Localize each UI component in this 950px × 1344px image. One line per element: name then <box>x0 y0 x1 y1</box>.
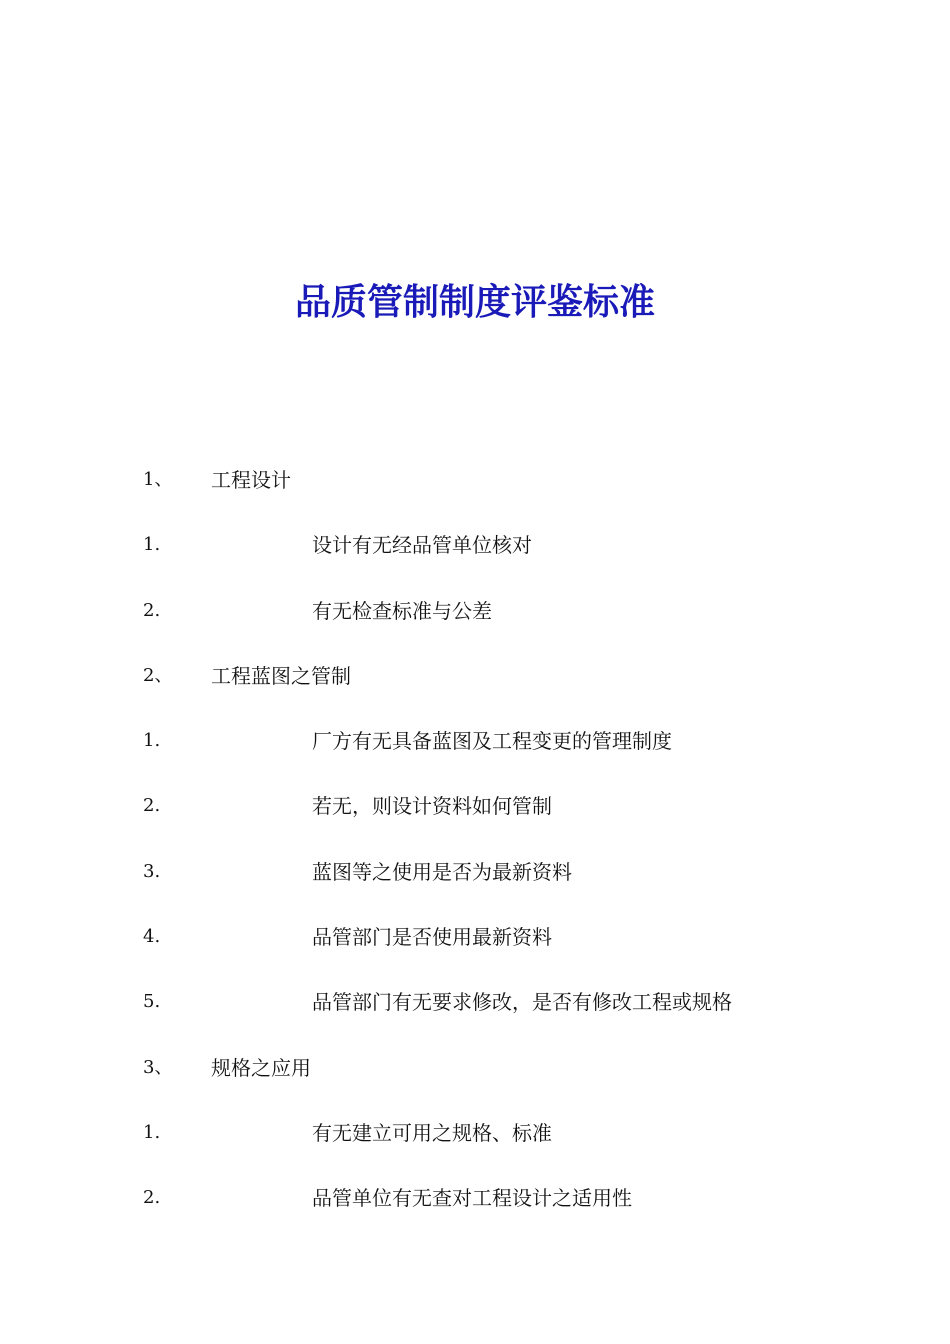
item-number: 2、 <box>143 664 173 686</box>
item-text: 有无建立可用之规格、标准 <box>312 1120 552 1145</box>
list-item <box>0 721 950 786</box>
item-number: 3. <box>143 860 161 882</box>
section-heading <box>0 1048 950 1113</box>
item-text: 有无检查标准与公差 <box>312 598 492 623</box>
item-number: 5. <box>143 991 161 1013</box>
item-text: 设计有无经品管单位核对 <box>312 533 532 558</box>
item-text: 品管部门有无要求修改，是否有修改工程或规格 <box>312 990 732 1015</box>
item-number: 1. <box>143 730 161 752</box>
section-heading <box>0 460 950 525</box>
item-text: 品管单位有无查对工程设计之适用性 <box>312 1186 632 1211</box>
item-text: 工程蓝图之管制 <box>211 663 351 688</box>
item-number: 2. <box>143 599 161 621</box>
item-text: 工程设计 <box>211 468 291 492</box>
list-item <box>0 1178 950 1243</box>
item-number: 1. <box>143 1121 161 1143</box>
list-item <box>0 591 950 656</box>
outline-list <box>0 460 950 1244</box>
item-number: 4. <box>143 926 161 948</box>
item-number: 2. <box>143 795 161 817</box>
list-item <box>0 917 950 982</box>
item-text: 蓝图等之使用是否为最新资料 <box>312 859 572 884</box>
item-number: 3、 <box>143 1056 173 1078</box>
list-item <box>0 852 950 917</box>
item-text: 品管部门是否使用最新资料 <box>312 925 552 950</box>
item-text: 厂方有无具备蓝图及工程变更的管理制度 <box>312 729 672 754</box>
list-item <box>0 982 950 1047</box>
list-item <box>0 1113 950 1178</box>
item-number: 1、 <box>143 469 173 490</box>
item-number: 2. <box>143 1187 161 1209</box>
item-text: 若无，则设计资料如何管制 <box>312 794 552 819</box>
section-heading <box>0 656 950 721</box>
item-text: 规格之应用 <box>211 1055 311 1080</box>
list-item <box>0 525 950 590</box>
item-number: 1. <box>143 534 161 556</box>
list-item <box>0 786 950 851</box>
document-title: 品质管制制度评鉴标准 <box>294 281 655 323</box>
